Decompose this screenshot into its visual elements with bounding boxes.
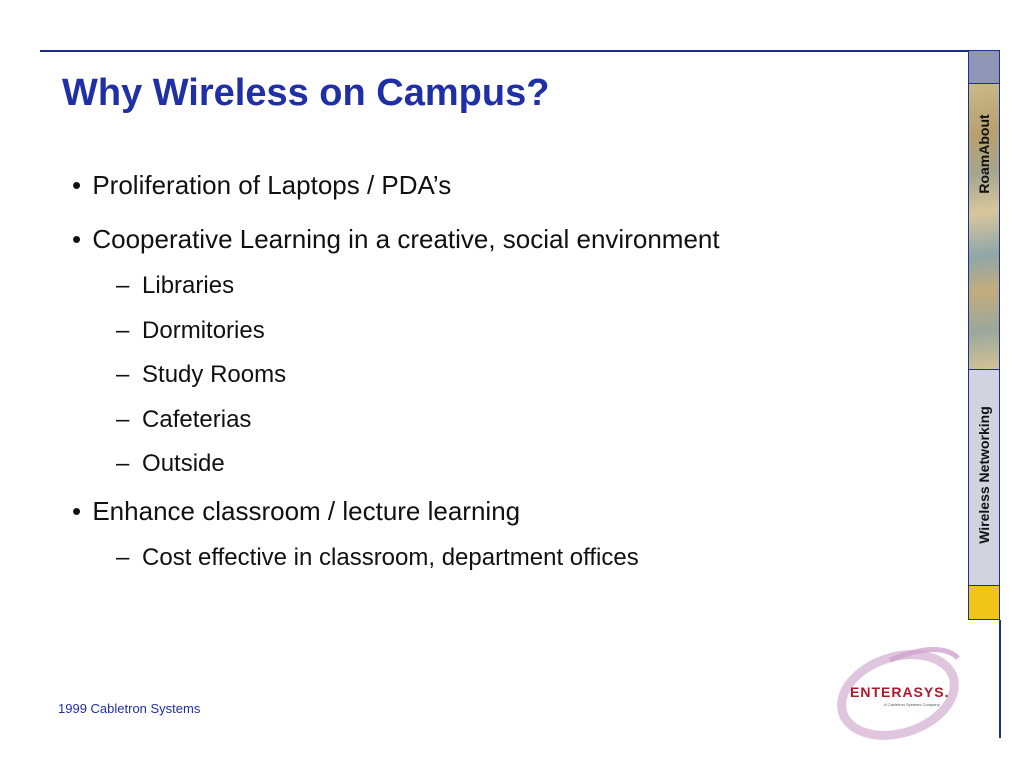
- sub-bullet-item: [116, 317, 952, 345]
- sub-bullet-text: Dormitories: [142, 316, 265, 344]
- logo-subtext: A Cabletron Systems Company: [884, 702, 940, 707]
- sidebar-label-wireless-networking: Wireless Networking: [976, 406, 992, 544]
- bullet-mark: •: [72, 170, 82, 200]
- sub-bullet-text: Libraries: [142, 272, 235, 299]
- sub-bullet-mark: –: [116, 405, 130, 433]
- sidebar-label-roamabout: RoamAbout: [976, 114, 992, 194]
- sub-bullet-item: [116, 450, 952, 478]
- sub-bullet-item: [116, 272, 952, 300]
- logo-text: ENTERASYS.: [850, 684, 950, 700]
- sub-bullet-text: Cafeterias: [142, 405, 252, 433]
- right-edge-rule: [999, 620, 1001, 738]
- sub-bullet-text: Cost effective in classroom, department offices: [142, 544, 639, 571]
- sidebar-middle-block: [969, 370, 999, 586]
- sub-bullet-item: [116, 406, 952, 434]
- top-rule: [40, 50, 970, 52]
- sub-bullet-text: Study Rooms: [142, 361, 287, 388]
- bullet-text: Enhance classroom / lecture learning: [92, 496, 521, 526]
- sub-bullet-text: Outside: [142, 450, 225, 477]
- footer-copyright: 1999 Cabletron Systems: [58, 701, 201, 716]
- bullet-list: [72, 170, 952, 589]
- bullet-item: [72, 224, 952, 254]
- sub-bullet-mark: –: [116, 272, 130, 299]
- sidebar-gold-block: [969, 586, 999, 619]
- sub-bullet-mark: –: [116, 316, 130, 344]
- sidebar-banner: [968, 50, 1000, 620]
- bullet-item: [72, 496, 952, 526]
- bullet-text: Proliferation of Laptops / PDA’s: [92, 170, 452, 200]
- bullet-mark: •: [72, 496, 82, 526]
- sidebar-map-image: [969, 84, 999, 370]
- sub-bullet-item: [116, 361, 952, 389]
- slide-title: Why Wireless on Campus?: [62, 72, 550, 114]
- sidebar-top-block: [969, 51, 999, 84]
- sub-bullet-mark: –: [116, 450, 130, 477]
- bullet-text: Cooperative Learning in a creative, social environment: [92, 224, 720, 254]
- sub-bullet-mark: –: [116, 544, 130, 571]
- bullet-item: [72, 170, 952, 200]
- sub-bullet-item: [116, 544, 952, 572]
- bullet-mark: •: [72, 224, 82, 254]
- enterasys-logo: [830, 640, 970, 750]
- sub-bullet-mark: –: [116, 361, 130, 388]
